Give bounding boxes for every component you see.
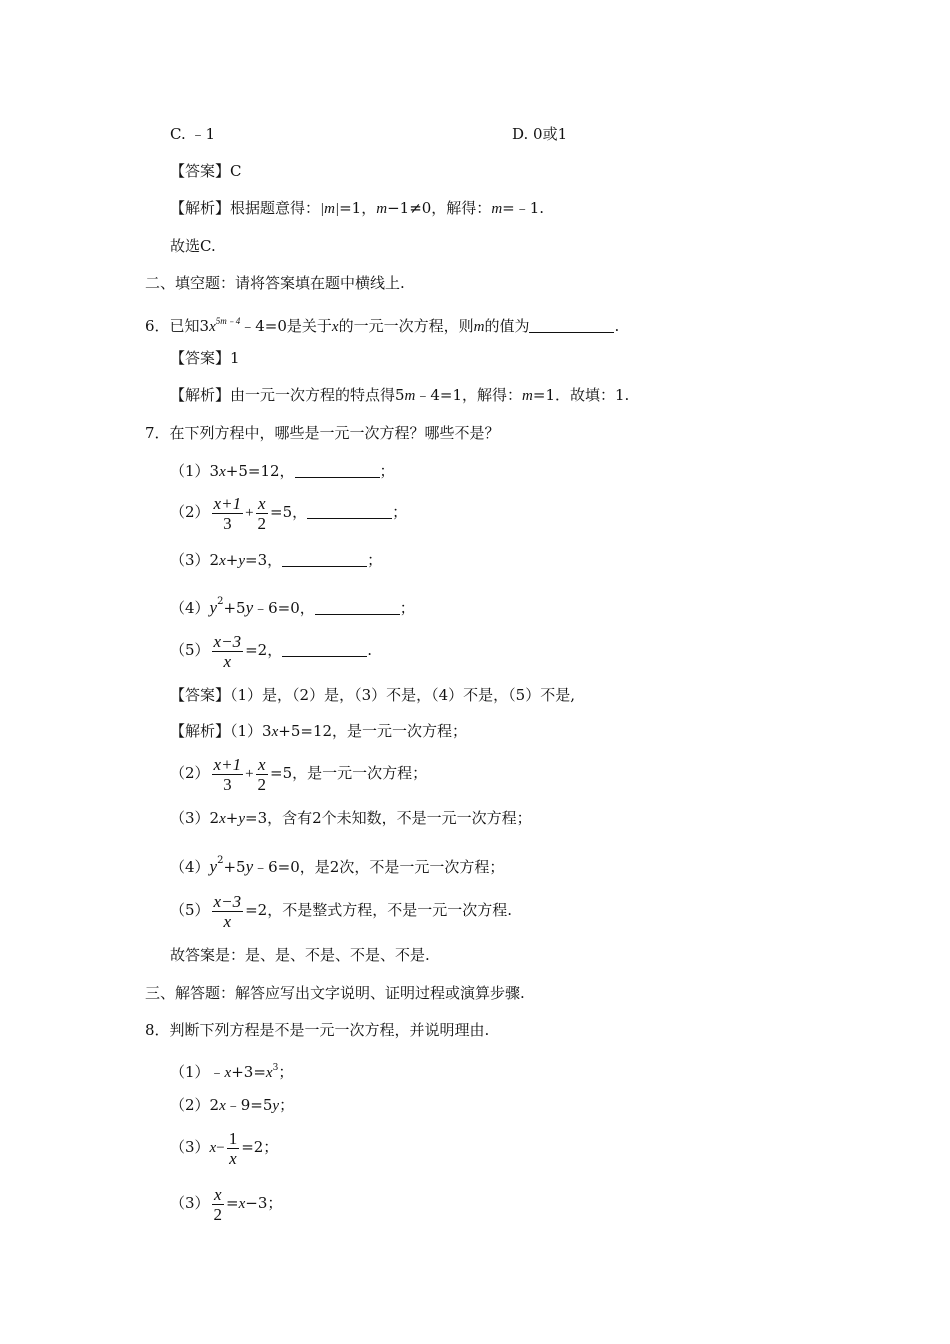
q7-item-3: （3）2x+y=3， ； [170,551,383,569]
q7-analysis-4: $(4)y^2+5y﹣6=0$，是2次，不是一元一次方程； [170,855,505,876]
q7-analysis-5: （5） $\frac{x-3}{x}$ =2，不是整式方程，不是一元一次方程. [170,891,512,931]
answer-blank [529,318,614,333]
q8-stem: 8．判断下列方程是不是一元一次方程，并说明理由. [145,1021,490,1039]
q6-analysis: 【解析】由一元一次方程的特点得5m﹣4=1，解得：m=1．故填：1. [170,386,630,404]
fraction: $\frac{x+1}{3}$ [213,754,242,794]
q8-item-3: （3）x− $\frac{1}{x}$ =2； [170,1128,279,1168]
q7-analysis-1: 【解析】（1）3x+5=12，是一元一次方程； [170,722,468,740]
q5-answer: 【答案】C [170,162,242,180]
q7-stem: 7．在下列方程中，哪些是一元一次方程？哪些不是？ [145,424,500,442]
fraction: $\frac{x-3}{x}$ [213,891,242,931]
q5-conclusion: 故选C. [170,237,216,255]
fraction: $\frac{1}{x}$ [228,1128,238,1168]
q7-analysis-3: （3）2x+y=3，含有2个未知数，不是一元一次方程； [170,809,532,827]
q7-answer: 【答案】（1）是，（2）是，（3）不是，（4）不是，（5）不是, [170,686,575,704]
answer-blank [282,552,367,567]
section-heading-fill-blank: 二、填空题：请将答案填在题中横线上. [145,274,405,292]
q6-stem: 6．已知$3x^{5m﹣4}﹣4=0$是关于x的一元一次方程，则m的值为 . [145,316,620,335]
fraction: $\frac{x}{2}$ [257,493,267,533]
fraction: $\frac{x-3}{x}$ [213,631,242,671]
q7-item-5: （5） $\frac{x-3}{x}$ =2， . [170,631,372,671]
q7-conclusion: 故答案是：是、是、不是、不是、不是. [170,946,430,964]
answer-blank [307,504,392,519]
option-c: C. ﹣1 [170,125,216,143]
q8-item-4: （3） $\frac{x}{2}$ =x−3； [170,1184,283,1224]
fraction: $\frac{x}{2}$ [257,754,267,794]
q7-item-4: $(4)y^2+5y﹣6=0$， ； [170,596,415,617]
q5-analysis: 【解析】根据题意得：|m|=1，m−1≠0，解得：m=﹣1. [170,199,545,217]
fraction: $\frac{x+1}{3}$ [213,493,242,533]
q6-answer: 【答案】1 [170,349,240,367]
answer-blank [282,642,367,657]
q8-item-2: （2）2x﹣9=5y； [170,1096,295,1114]
q8-item-1: $(1)﹣x+3=x^3$； [170,1063,294,1081]
fraction: $\frac{x}{2}$ [213,1184,223,1224]
option-d: D. 0或1 [512,125,568,143]
section-heading-solve: 三、解答题：解答应写出文字说明、证明过程或演算步骤. [145,984,525,1002]
q7-analysis-2: （2） $\frac{x+1}{3}$ + $\frac{x}{2}$ =5，是一元一次方程； [170,754,428,794]
q7-item-1: （1）3x+5=12， ； [170,462,395,480]
q7-item-2: （2） $\frac{x+1}{3}$ + $\frac{x}{2}$ =5， ； [170,493,408,533]
answer-blank [315,600,400,615]
answer-blank [295,463,380,478]
